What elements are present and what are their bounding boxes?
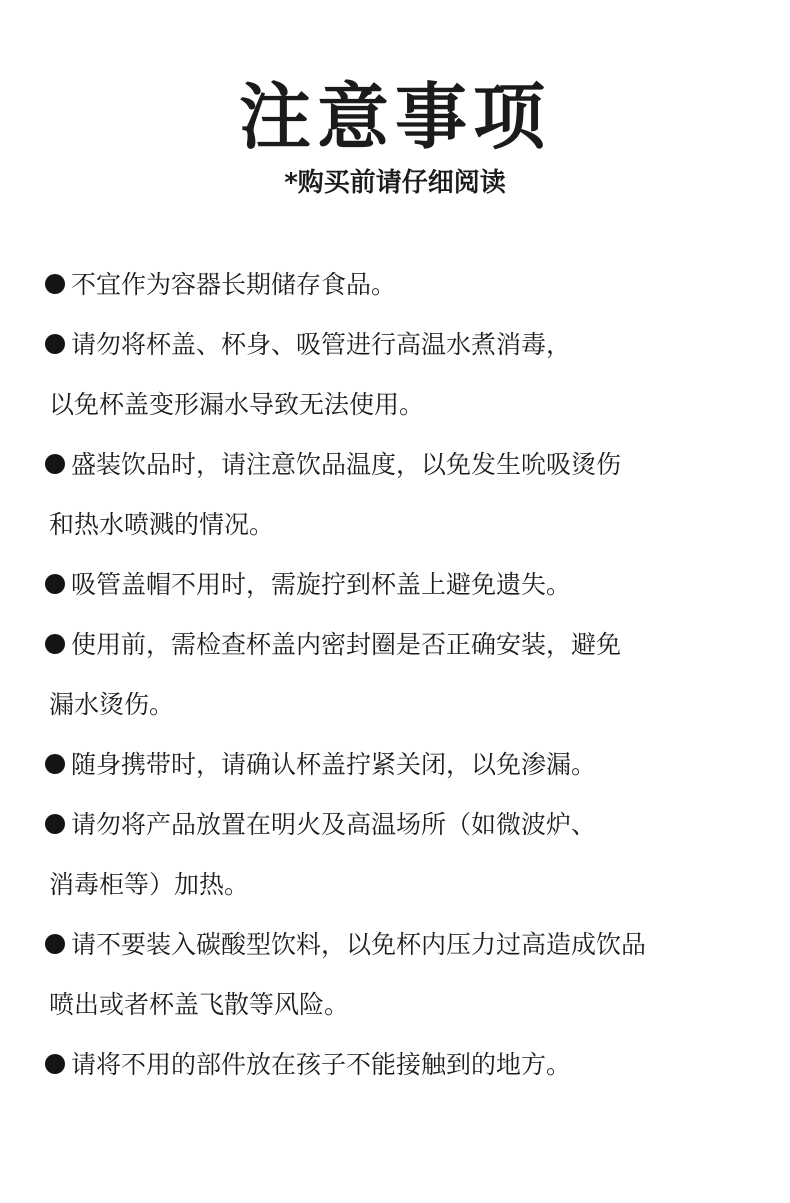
note-item	[45, 795, 765, 915]
bullet-icon	[45, 814, 65, 834]
note-item	[45, 1035, 765, 1095]
note-item	[45, 615, 765, 735]
note-first-line	[45, 255, 765, 315]
note-item	[45, 435, 765, 555]
note-text: 不宜作为容器长期储存食品。	[71, 270, 397, 299]
note-first-line	[45, 795, 765, 855]
note-text: 请勿将产品放置在明火及高温场所（如微波炉、	[71, 810, 597, 839]
note-first-line	[45, 555, 765, 615]
note-text: 吸管盖帽不用时，需旋拧到杯盖上避免遗失。	[71, 570, 572, 599]
note-first-line	[45, 315, 765, 375]
note-text: 喷出或者杯盖飞散等风险。	[49, 990, 350, 1019]
note-continuation-line	[45, 375, 765, 435]
note-continuation-line	[45, 975, 765, 1035]
note-first-line	[45, 435, 765, 495]
note-text: 请将不用的部件放在孩子不能接触到的地方。	[71, 1050, 572, 1079]
note-text: 请勿将杯盖、杯身、吸管进行高温水煮消毒，	[71, 330, 572, 359]
note-first-line	[45, 735, 765, 795]
bullet-icon	[45, 754, 65, 774]
page-subtitle: *购买前请仔细阅读	[284, 168, 506, 198]
bullet-icon	[45, 934, 65, 954]
note-first-line	[45, 1035, 765, 1095]
note-text: 漏水烫伤。	[49, 690, 175, 719]
bullet-icon	[45, 454, 65, 474]
note-item	[45, 915, 765, 1035]
bullet-icon	[45, 574, 65, 594]
page-title: 注意事项	[238, 75, 551, 159]
bullet-icon	[45, 274, 65, 294]
note-item	[45, 555, 765, 615]
note-first-line	[45, 615, 765, 675]
note-continuation-line	[45, 675, 765, 735]
note-continuation-line	[45, 495, 765, 555]
note-text: 请不要装入碳酸型饮料，以免杯内压力过高造成饮品	[71, 930, 647, 959]
notes-list	[45, 255, 765, 1095]
note-continuation-line	[45, 855, 765, 915]
note-text: 和热水喷溅的情况。	[49, 510, 275, 539]
note-item	[45, 315, 765, 435]
bullet-icon	[45, 334, 65, 354]
note-text: 以免杯盖变形漏水导致无法使用。	[49, 390, 425, 419]
note-text: 随身携带时，请确认杯盖拧紧关闭，以免渗漏。	[71, 750, 597, 779]
bullet-icon	[45, 1054, 65, 1074]
note-item	[45, 255, 765, 315]
note-first-line	[45, 915, 765, 975]
note-text: 使用前，需检查杯盖内密封圈是否正确安装，避免	[71, 630, 622, 659]
note-text: 盛装饮品时，请注意饮品温度，以免发生吮吸烫伤	[71, 450, 622, 479]
note-item	[45, 735, 765, 795]
note-text: 消毒柜等）加热。	[49, 870, 250, 899]
bullet-icon	[45, 634, 65, 654]
